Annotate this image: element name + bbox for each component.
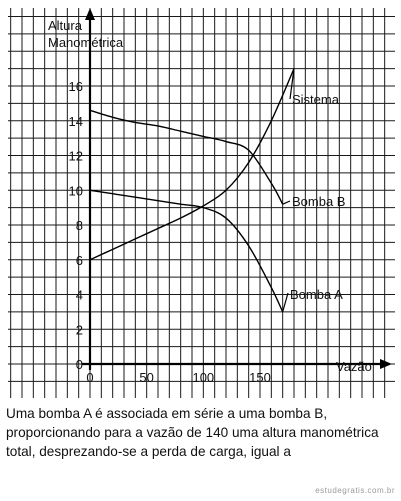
x-tick-label: 150 [249,370,271,385]
series-label: Sistema [292,92,339,107]
x-axis-arrow [380,359,392,369]
y-tick-label: 10 [68,183,83,199]
x-tick-labels [86,370,270,385]
x-tick-label: 0 [86,370,94,385]
y-tick-label: 0 [75,357,83,372]
x-axis-title: Vazão [336,359,372,374]
pump-a-curve [90,190,283,312]
series-leader-line [283,201,290,204]
watermark: estudegratis.com.br [315,486,395,495]
y-tick-label: 6 [75,252,83,268]
y-tick-label: 16 [68,79,83,94]
series-label: Bomba A [290,287,343,302]
y-tick-label: 12 [68,148,83,164]
x-tick-label: 100 [192,370,215,385]
series-label: Bomba B [292,194,346,209]
y-tick-label: 8 [75,218,83,233]
x-tick-label: 50 [139,370,154,385]
y-tick-label: 2 [75,322,83,338]
y-axis-title-line-1: Altura [48,18,82,33]
y-tick-label: 14 [68,113,83,129]
y-tick-label: 4 [75,287,83,303]
y-axis-title-line-2: Manométrica [48,35,124,50]
question-text: Uma bomba A é associada em série a uma bomba B, proporcionando para a vazão de 140 uma altura manométrica total, desprezando-se a perda de carga, igual a [6,406,379,459]
y-axis-arrow [85,8,95,20]
series-leader-line [283,293,288,312]
